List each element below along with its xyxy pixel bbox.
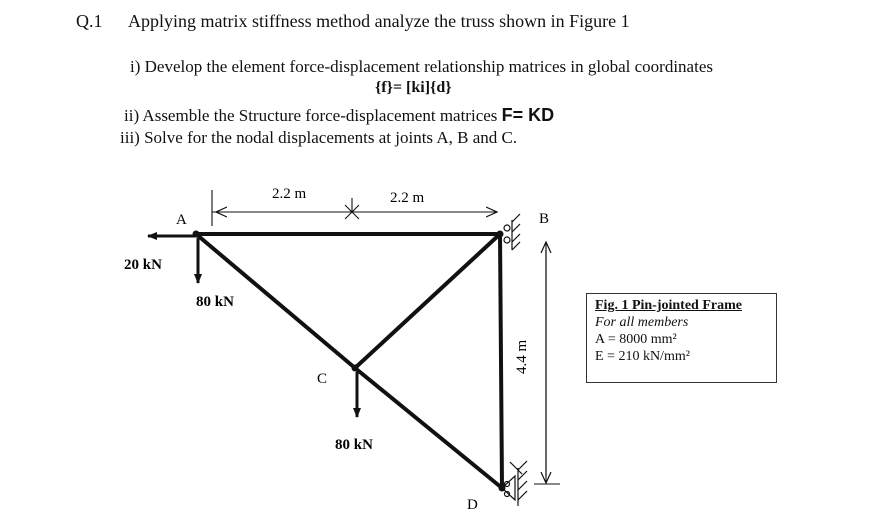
equation-f-kd: F= KD — [501, 105, 555, 125]
dim-label-right: 2.2 m — [390, 190, 425, 206]
member-cd — [355, 368, 502, 488]
question-title: Applying matrix stiffness method analyze the truss shown in Figure 1 — [128, 11, 630, 31]
node-label-d: D — [467, 497, 478, 513]
area-value: A = 8000 mm² — [595, 332, 677, 347]
dimension-horizontal — [212, 190, 497, 226]
node-label-b: B — [539, 211, 550, 227]
load-label-80kn-a: 80 kN — [196, 294, 234, 310]
question-number: Q.1 — [76, 11, 103, 31]
item-iii-text: Solve for the nodal displacements at joints A, B and C. — [144, 128, 518, 147]
modulus-value: E = 210 kN/mm² — [595, 349, 690, 364]
support-b — [504, 214, 520, 250]
node-label-c: C — [317, 371, 328, 387]
dim-label-height: 4.4 m — [514, 339, 530, 374]
support-d — [502, 461, 527, 506]
dim-label-left: 2.2 m — [272, 186, 307, 202]
member-bc — [355, 234, 500, 368]
load-label-20kn: 20 kN — [124, 257, 162, 273]
joint-c — [352, 365, 359, 372]
item-i-roman: i) — [130, 57, 141, 76]
figure-caption: Fig. 1 Pin-jointed Frame — [595, 298, 742, 313]
joint-b — [497, 231, 504, 238]
equation-fkd-element: {f}= [ki]{d} — [375, 79, 452, 96]
dimension-vertical — [534, 242, 560, 484]
figure-info-box — [586, 293, 777, 383]
item-ii-text: Assemble the Structure force-displacement matrices — [142, 106, 498, 125]
node-label-a: A — [176, 212, 187, 228]
load-label-80kn-c: 80 kN — [335, 437, 373, 453]
figure-subtitle: For all members — [595, 315, 689, 330]
item-ii-roman: ii) — [124, 106, 140, 125]
item-i-text: Develop the element force-displacement relationship matrices in global coordinates — [144, 57, 713, 76]
member-bd — [500, 234, 502, 488]
item-iii-roman: iii) — [120, 128, 140, 147]
